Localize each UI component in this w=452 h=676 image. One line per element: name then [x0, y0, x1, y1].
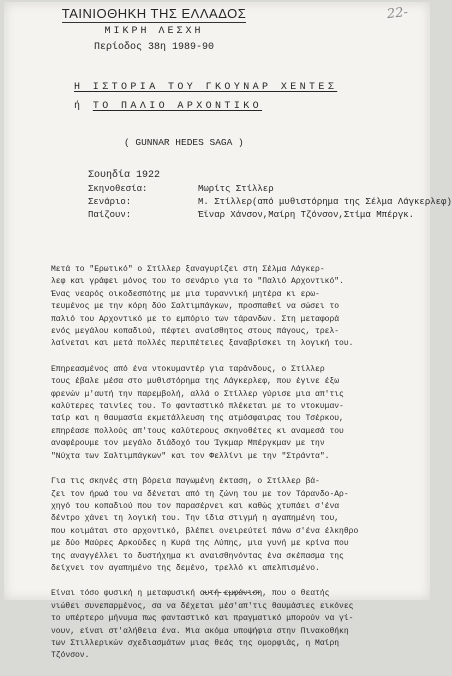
credit-row-director — [88, 184, 452, 197]
text-line: τευμένος με την κόρη δύο Σαλτιμπάγκων, προσπαθεί να σώσει το — [51, 302, 340, 312]
text-line: δέντρο χάνει τη λογική του. Την ίδια στιγμή η αγαπημένη του, — [51, 514, 340, 524]
credits-block — [88, 184, 452, 223]
film-title-line-1 — [74, 82, 337, 93]
film-title-main: Η ΙΣΤΟΡΙΑ ΤΟΥ ΓΚΟΥΝΑΡ ΧΕΝΤΕΣ — [74, 82, 338, 93]
credit-value: Μωρίτς Στίλλερ — [198, 184, 274, 194]
text-line: νουν, είναι στ'αλήθεια ένα. Μια ακόμα υποψήφια στην Πινακοθήκη — [51, 626, 349, 636]
original-title: ( GUNNAR HEDES SAGA ) — [124, 137, 244, 148]
text-line: που κοιμάται στο αρχοντικό, βλέπει ονειρεύτεί πάνω σ'ένα έλκηθρο — [51, 526, 359, 536]
credit-row-screenplay — [88, 197, 452, 210]
credit-label: Σκηνοθεσία: — [88, 184, 148, 194]
text-line: παλιό του Αρχοντικό με το εμπόριο των τάρανδων. Στη μεταφορά — [51, 314, 340, 324]
text-line: Ένας νεαρός οικοδεσπότης με μια τυραννική μητέρα κι ερω- — [51, 289, 320, 299]
text-line: ταίρ και η θαυμασία εκμετάλλευση της ατμόσφαιρας του Τσέρκου, — [51, 414, 344, 424]
text-line: Τζόνσον. — [51, 651, 90, 661]
text-line: λεφ και γράφει μόνος του το σενάριο για το "Παλιό Αρχοντικό". — [51, 277, 344, 287]
credit-label: Παίζουν: — [88, 210, 132, 220]
text-line: τους έβαλε μέσα στο μυθιστόρημα της Λάγκερλεφ, που έγινε έξω — [51, 377, 340, 387]
institution-header — [4, 6, 304, 21]
text-line: επηρέασε πολλούς απ'τους καλύτερους σκηνοθέτες κι αναμεσά του — [51, 426, 344, 436]
text-line: Επηρεασμένος από ένα ντοκυμαντέρ για ταράνδους, ο Στίλλερ — [51, 364, 325, 374]
text-line: "Νύχτα των Σαλτιμπάγκων" και τον Φελλίνι με την "Στράντα". — [51, 451, 330, 461]
text-line: Μετά το "Ερωτικό" ο Στίλλερ ξαναγυρίζει στη Σέλμα Λάγκερ- — [51, 265, 325, 274]
text-line: νιώθει συνεπαρμένος, σα να δέχεται μέσ'απ'τις θαυμάσιες εικόνες — [51, 601, 354, 611]
text-line: ενός μεγάλου κοπαδιού, πέφτει αναίσθητος στους πάγους, τρελ- — [51, 327, 340, 337]
review-body — [51, 264, 419, 676]
text-line: ζει τον ήρωά του να δένεται από τη ζώνη του με τον Τάρανδο-Αρ- — [51, 489, 349, 499]
film-title-line-2 — [74, 101, 262, 112]
text-line: των Στιλλερικών σχεδιασμάτων μιας θεάς της ομορφιάς, η Μαίρη — [51, 638, 340, 648]
title-connector: ή — [74, 101, 84, 112]
text-line: Για τις σκηνές στη βόρεια παγωμένη έκταση, ο Στίλλερ βά- — [51, 477, 320, 487]
typed-document-page — [4, 2, 452, 661]
film-title-alt: ΤΟ ΠΑΛΙΟ ΑΡΧΟΝΤΙΚΟ — [92, 101, 263, 112]
text-line: αναφέρουμε τον μεγάλο διάδοχό του Ίγκμαρ Μπέργκμαν με την — [51, 439, 325, 449]
text-line: καλύτερες ταινίες του. Το φανταστικό πλέκεται με το ντοκυμαν- — [51, 402, 344, 412]
credit-label: Σενάριο: — [88, 197, 132, 207]
text-line: χηγό του κοπαδιού που τον παρασέρνει και καθώς χτυπάει σ'ένα — [51, 501, 340, 511]
end-separator — [204, 592, 260, 593]
body-paragraph — [51, 588, 419, 662]
text-line: Είναι τόσο φυσική η μεταφυσική αυτή εμφάνιση, που ο θεατής — [51, 589, 330, 599]
text-line: δείχνει τον αγαπημένο της δεμένο, τρελλό κι απελπισμένο. — [51, 563, 320, 573]
institution-name: ΤΑΙΝΙΟΘΗΚΗ ΤΗΣ ΕΛΛΑΔΟΣ — [61, 6, 247, 21]
text-line: λαίνεται και μετά πολλές περιπέτειες ξαναβρίσκει τη λογική του. — [51, 339, 354, 349]
country-year: Σουηδία 1922 — [88, 170, 161, 181]
credit-value: Έϊναρ Χάνσον,Μαίρη Τζόνσον,Στίμα Μπέργκ. — [198, 210, 415, 220]
text-line: με δύο Μαύρες Αρκούδες η Κυρά της Λύπης, μια γυνή με κρίνα που — [51, 539, 349, 549]
credit-value: Μ. Στίλλερ(από μυθιστόρημα της Σέλμα Λάγκερλεφ) — [198, 197, 452, 207]
body-paragraph — [51, 476, 419, 575]
season-period: Περίοδος 38η 1989-90 — [93, 42, 215, 53]
credit-row-cast — [88, 210, 452, 223]
hall-name: ΜΙΚΡΗ ΛΕΣΧΗ — [104, 26, 204, 37]
text-line: της αναγγέλλει το δυστήχημα κι αναισθηνόντας ένα σκέπασμα της — [51, 551, 344, 561]
body-paragraph — [51, 264, 419, 351]
text-line: το υπέρτερο μήνυμα πως φανταστικό και πραγματικό μπορούν να γί- — [51, 614, 354, 624]
body-paragraph — [51, 364, 419, 463]
text-line: φρενών μ'αυτή την παρεμβολή, αλλά ο Στίλλερ γύρισε μια απ'τις — [51, 389, 344, 399]
handwritten-page-number: 22- — [386, 4, 409, 23]
